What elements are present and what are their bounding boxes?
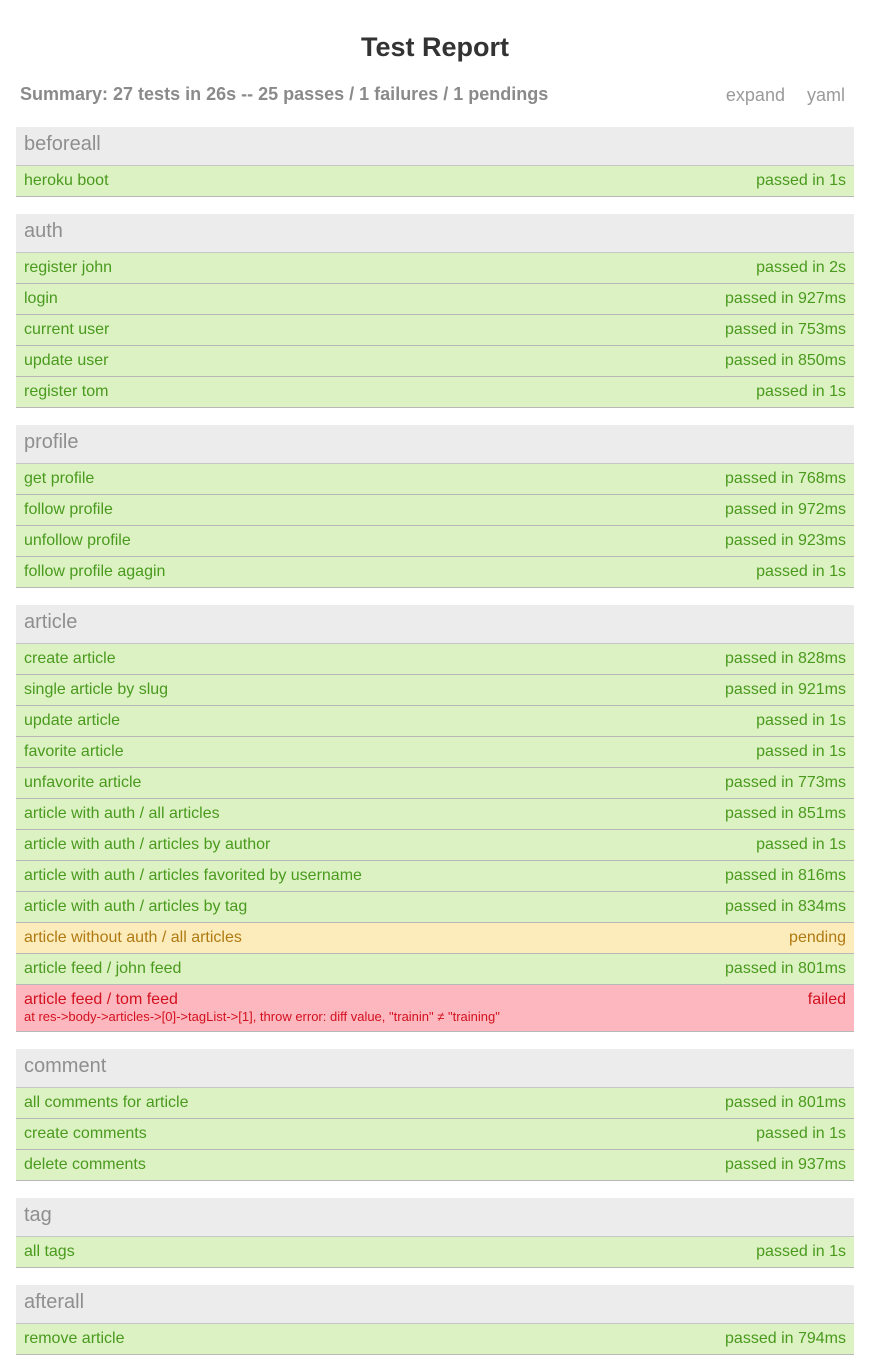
- test-row[interactable]: [16, 892, 854, 923]
- suite-auth: [16, 214, 854, 408]
- test-name: update article: [24, 712, 121, 729]
- test-name: article without auth / all articles: [24, 929, 242, 946]
- suite-header[interactable]: comment: [16, 1049, 854, 1088]
- suite-afterall: [16, 1285, 854, 1355]
- suite-header[interactable]: auth: [16, 214, 854, 253]
- test-row[interactable]: [16, 495, 854, 526]
- test-status: passed in 1s: [756, 383, 846, 400]
- test-row[interactable]: [16, 706, 854, 737]
- test-status: passed in 923ms: [725, 532, 846, 549]
- test-name: follow profile: [24, 501, 113, 518]
- test-status: passed in 794ms: [725, 1330, 846, 1347]
- test-row[interactable]: [16, 675, 854, 706]
- test-row[interactable]: [16, 799, 854, 830]
- test-name: all comments for article: [24, 1094, 189, 1111]
- test-name: current user: [24, 321, 110, 338]
- test-status: passed in 834ms: [725, 898, 846, 915]
- test-name: favorite article: [24, 743, 124, 760]
- test-name: all tags: [24, 1243, 75, 1260]
- suite-header[interactable]: profile: [16, 425, 854, 464]
- test-status: passed in 921ms: [725, 681, 846, 698]
- test-row[interactable]: [16, 768, 854, 799]
- test-row[interactable]: [16, 737, 854, 768]
- test-name: create article: [24, 650, 116, 667]
- suite-header[interactable]: beforeall: [16, 127, 854, 166]
- suite-beforeall: [16, 127, 854, 197]
- test-row[interactable]: [16, 377, 854, 408]
- test-name: single article by slug: [24, 681, 169, 698]
- test-name: delete comments: [24, 1156, 146, 1173]
- test-row[interactable]: [16, 1150, 854, 1181]
- view-links: [709, 83, 845, 107]
- test-row[interactable]: [16, 315, 854, 346]
- test-name: article with auth / articles by author: [24, 836, 271, 853]
- test-name: article feed / tom feed: [24, 991, 178, 1008]
- test-name: unfollow profile: [24, 532, 131, 549]
- test-row[interactable]: [16, 985, 854, 1032]
- test-name: get profile: [24, 470, 95, 487]
- suite-list: [16, 127, 854, 1372]
- test-row[interactable]: [16, 644, 854, 675]
- suite-tag: [16, 1198, 854, 1268]
- test-status: passed in 753ms: [725, 321, 846, 338]
- test-status: passed in 851ms: [725, 805, 846, 822]
- test-status: passed in 1s: [756, 712, 846, 729]
- suite-article: [16, 605, 854, 1032]
- suite-comment: [16, 1049, 854, 1181]
- test-status: passed in 1s: [756, 1125, 846, 1142]
- test-row[interactable]: [16, 1324, 854, 1355]
- page-title: Test Report: [360, 32, 509, 62]
- expand-link[interactable]: expand: [725, 85, 785, 105]
- test-status: passed in 937ms: [725, 1156, 846, 1173]
- test-row[interactable]: [16, 526, 854, 557]
- test-name: register john: [24, 259, 113, 276]
- test-status: passed in 768ms: [725, 470, 846, 487]
- test-name: follow profile agagin: [24, 563, 166, 580]
- test-name: register tom: [24, 383, 109, 400]
- test-status: passed in 773ms: [725, 774, 846, 791]
- test-status: passed in 927ms: [725, 290, 846, 307]
- test-status: passed in 1s: [756, 563, 846, 580]
- test-row[interactable]: [16, 166, 854, 197]
- test-status: passed in 1s: [756, 172, 846, 189]
- test-row[interactable]: [16, 830, 854, 861]
- test-name: login: [24, 290, 58, 307]
- suite-header[interactable]: article: [16, 605, 854, 644]
- suite-header[interactable]: tag: [16, 1198, 854, 1237]
- test-error-message: at res->body->articles->[0]->tagList->[1], throw error: diff value, "trainin" ≠ "training": [24, 1009, 500, 1024]
- test-status: passed in 1s: [756, 1243, 846, 1260]
- test-name: article with auth / articles by tag: [24, 898, 248, 915]
- test-status: pending: [789, 929, 846, 946]
- test-status: passed in 2s: [756, 259, 846, 276]
- test-name: article with auth / all articles: [24, 805, 220, 822]
- suite-header[interactable]: afterall: [16, 1285, 854, 1324]
- summary-text: Summary: 27 tests in 26s -- 25 passes / 1 failures / 1 pendings: [20, 84, 549, 104]
- test-status: passed in 972ms: [725, 501, 846, 518]
- test-row[interactable]: [16, 1119, 854, 1150]
- test-name: unfavorite article: [24, 774, 142, 791]
- test-status: passed in 801ms: [725, 1094, 846, 1111]
- test-name: heroku boot: [24, 172, 109, 189]
- test-status: passed in 816ms: [725, 867, 846, 884]
- test-name: article with auth / articles favorited by username: [24, 867, 362, 884]
- test-name: create comments: [24, 1125, 147, 1142]
- test-row[interactable]: [16, 1088, 854, 1119]
- yaml-link[interactable]: yaml: [806, 85, 845, 105]
- test-name: article feed / john feed: [24, 960, 182, 977]
- test-status: passed in 801ms: [725, 960, 846, 977]
- test-row[interactable]: [16, 1237, 854, 1268]
- test-row[interactable]: [16, 346, 854, 377]
- test-status: passed in 1s: [756, 743, 846, 760]
- test-status: passed in 850ms: [725, 352, 846, 369]
- test-row[interactable]: [16, 557, 854, 588]
- test-status: failed: [807, 991, 846, 1008]
- summary-bar: [16, 82, 854, 108]
- suite-profile: [16, 425, 854, 588]
- test-status: passed in 1s: [756, 836, 846, 853]
- test-name: update user: [24, 352, 109, 369]
- test-status: passed in 828ms: [725, 650, 846, 667]
- test-row[interactable]: [16, 923, 854, 954]
- test-row[interactable]: [16, 464, 854, 495]
- test-name: remove article: [24, 1330, 125, 1347]
- test-row[interactable]: [16, 861, 854, 892]
- test-row[interactable]: [16, 284, 854, 315]
- test-row[interactable]: [16, 253, 854, 284]
- test-row[interactable]: [16, 954, 854, 985]
